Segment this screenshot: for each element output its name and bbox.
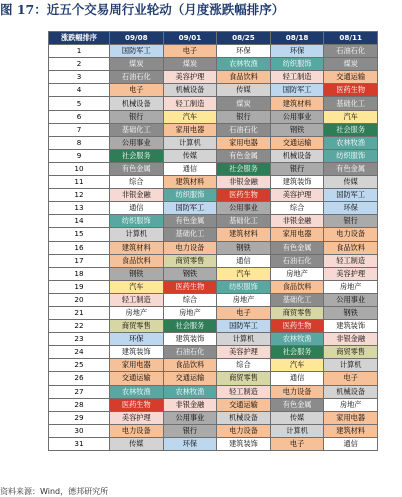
industry-cell: 环保 [217, 45, 271, 58]
industry-cell: 公用事业 [324, 293, 378, 306]
industry-cell: 汽车 [324, 110, 378, 123]
industry-cell: 公用事业 [163, 411, 217, 424]
industry-cell: 机械设备 [217, 411, 271, 424]
industry-cell: 汽车 [110, 280, 164, 293]
industry-cell: 交通运输 [217, 398, 271, 411]
industry-cell: 基础化工 [324, 97, 378, 110]
industry-cell: 国防军工 [324, 189, 378, 202]
industry-cell: 交通运输 [163, 372, 217, 385]
rank-cell: 11 [49, 176, 110, 189]
rank-cell: 27 [49, 385, 110, 398]
industry-cell: 商贸零售 [163, 254, 217, 267]
industry-cell: 非银金融 [217, 176, 271, 189]
rotation-table-container [48, 31, 378, 451]
industry-cell: 汽车 [217, 267, 271, 280]
industry-cell: 汽车 [163, 110, 217, 123]
table-row [49, 162, 378, 175]
table-row [49, 333, 378, 346]
industry-cell: 石油石化 [110, 71, 164, 84]
industry-cell: 通信 [270, 372, 324, 385]
rank-cell: 25 [49, 359, 110, 372]
industry-cell: 基础化工 [217, 215, 271, 228]
industry-cell: 家用电器 [324, 411, 378, 424]
industry-cell: 交通运输 [270, 136, 324, 149]
industry-cell: 计算机 [270, 424, 324, 437]
table-row [49, 84, 378, 97]
industry-cell: 建筑材料 [163, 176, 217, 189]
table-row [49, 228, 378, 241]
rank-cell: 10 [49, 162, 110, 175]
industry-cell: 传媒 [324, 176, 378, 189]
rank-cell: 9 [49, 149, 110, 162]
table-row [49, 254, 378, 267]
rank-cell: 1 [49, 45, 110, 58]
industry-cell: 纺织服饰 [324, 149, 378, 162]
table-row [49, 411, 378, 424]
industry-cell: 美容护理 [217, 346, 271, 359]
industry-cell: 食品饮料 [324, 241, 378, 254]
table-row [49, 346, 378, 359]
industry-cell: 煤炭 [324, 58, 378, 71]
industry-cell: 建筑装饰 [163, 333, 217, 346]
industry-cell: 石油石化 [163, 346, 217, 359]
table-row [49, 136, 378, 149]
table-row [49, 372, 378, 385]
industry-cell: 建筑装饰 [324, 320, 378, 333]
table-row [49, 293, 378, 306]
rank-cell: 12 [49, 189, 110, 202]
industry-cell: 机械设备 [270, 149, 324, 162]
header-week: 08/18 [270, 32, 324, 45]
industry-cell: 环保 [324, 202, 378, 215]
rank-cell: 6 [49, 110, 110, 123]
industry-cell: 轻工制造 [324, 254, 378, 267]
industry-cell: 环保 [163, 437, 217, 450]
industry-cell: 美容护理 [324, 267, 378, 280]
rank-cell: 17 [49, 254, 110, 267]
industry-cell: 电子 [324, 372, 378, 385]
industry-cell: 纺织服饰 [163, 189, 217, 202]
industry-cell: 电力设备 [270, 385, 324, 398]
industry-cell: 社会服务 [324, 123, 378, 136]
table-row [49, 202, 378, 215]
industry-cell: 有色金属 [270, 241, 324, 254]
industry-cell: 钢铁 [324, 306, 378, 319]
industry-cell: 电子 [110, 84, 164, 97]
industry-cell: 房地产 [324, 280, 378, 293]
industry-cell: 商贸零售 [270, 306, 324, 319]
industry-cell: 建筑装饰 [110, 346, 164, 359]
industry-cell: 国防军工 [163, 202, 217, 215]
industry-cell: 商贸零售 [110, 320, 164, 333]
table-row [49, 45, 378, 58]
industry-cell: 计算机 [324, 359, 378, 372]
rank-cell: 8 [49, 136, 110, 149]
rank-cell: 18 [49, 267, 110, 280]
industry-cell: 纺织服饰 [110, 215, 164, 228]
industry-cell: 传媒 [163, 149, 217, 162]
industry-cell: 公用事业 [217, 202, 271, 215]
industry-cell: 银行 [324, 215, 378, 228]
industry-cell: 医药生物 [217, 189, 271, 202]
industry-cell: 基础化工 [270, 293, 324, 306]
industry-cell: 电力设备 [163, 241, 217, 254]
industry-cell: 交通运输 [324, 71, 378, 84]
rank-cell: 31 [49, 437, 110, 450]
rank-cell: 24 [49, 346, 110, 359]
industry-cell: 轻工制造 [110, 293, 164, 306]
industry-cell: 国防军工 [270, 84, 324, 97]
industry-cell: 石油石化 [270, 254, 324, 267]
table-body [49, 45, 378, 451]
figure-title: 图 17：近五个交易周行业轮动（月度涨跌幅排序） [0, 2, 285, 17]
industry-cell: 非银金融 [163, 398, 217, 411]
rank-cell: 13 [49, 202, 110, 215]
industry-cell: 房地产 [217, 293, 271, 306]
industry-cell: 家用电器 [217, 136, 271, 149]
industry-cell: 非银金融 [110, 189, 164, 202]
industry-cell: 电子 [163, 45, 217, 58]
industry-cell: 机械设备 [163, 84, 217, 97]
industry-cell: 建筑材料 [217, 228, 271, 241]
industry-cell: 电力设备 [217, 424, 271, 437]
industry-cell: 钢铁 [217, 241, 271, 254]
industry-rotation-table [48, 31, 378, 451]
industry-cell: 电力设备 [324, 228, 378, 241]
industry-cell: 计算机 [217, 333, 271, 346]
industry-cell: 传媒 [270, 411, 324, 424]
table-row [49, 385, 378, 398]
industry-cell: 公用事业 [110, 136, 164, 149]
industry-cell: 食品饮料 [163, 359, 217, 372]
industry-cell: 国防军工 [110, 45, 164, 58]
industry-cell: 非银金融 [270, 215, 324, 228]
industry-cell: 建筑装饰 [217, 437, 271, 450]
table-row [49, 71, 378, 84]
rank-cell: 28 [49, 398, 110, 411]
source-note: 资料来源：Wind，德邦研究所 [0, 487, 109, 496]
industry-cell: 医药生物 [324, 84, 378, 97]
industry-cell: 机械设备 [110, 97, 164, 110]
industry-cell: 有色金属 [270, 398, 324, 411]
industry-cell: 电子 [217, 306, 271, 319]
table-row [49, 176, 378, 189]
rank-cell: 23 [49, 333, 110, 346]
industry-cell: 基础化工 [110, 123, 164, 136]
industry-cell: 农林牧渔 [217, 58, 271, 71]
industry-cell: 基础化工 [163, 228, 217, 241]
industry-cell: 环保 [110, 333, 164, 346]
rank-cell: 4 [49, 84, 110, 97]
table-row [49, 110, 378, 123]
rank-cell: 30 [49, 424, 110, 437]
industry-cell: 轻工制造 [270, 71, 324, 84]
rank-cell: 5 [49, 97, 110, 110]
industry-cell: 钢铁 [163, 267, 217, 280]
industry-cell: 食品饮料 [217, 71, 271, 84]
table-row [49, 320, 378, 333]
industry-cell: 通信 [217, 254, 271, 267]
industry-cell: 社会服务 [270, 346, 324, 359]
rank-cell: 19 [49, 280, 110, 293]
industry-cell: 银行 [217, 110, 271, 123]
table-row [49, 280, 378, 293]
table-row [49, 306, 378, 319]
industry-cell: 银行 [270, 162, 324, 175]
industry-cell: 石油石化 [324, 45, 378, 58]
industry-cell: 房地产 [324, 398, 378, 411]
rank-cell: 2 [49, 58, 110, 71]
rank-cell: 7 [49, 123, 110, 136]
industry-cell: 钢铁 [110, 267, 164, 280]
industry-cell: 社会服务 [163, 320, 217, 333]
industry-cell: 计算机 [110, 228, 164, 241]
industry-cell: 煤炭 [217, 97, 271, 110]
industry-cell: 有色金属 [110, 162, 164, 175]
rank-cell: 16 [49, 241, 110, 254]
industry-cell: 有色金属 [217, 149, 271, 162]
industry-cell: 社会服务 [110, 149, 164, 162]
industry-cell: 通信 [110, 202, 164, 215]
header-week: 08/25 [217, 32, 271, 45]
industry-cell: 综合 [163, 293, 217, 306]
industry-cell: 建筑材料 [324, 424, 378, 437]
industry-cell: 石油石化 [217, 123, 271, 136]
industry-cell: 农林牧渔 [324, 136, 378, 149]
rank-cell: 26 [49, 372, 110, 385]
industry-cell: 钢铁 [270, 123, 324, 136]
industry-cell: 建筑材料 [270, 97, 324, 110]
industry-cell: 环保 [270, 45, 324, 58]
table-row [49, 189, 378, 202]
industry-cell: 美容护理 [163, 71, 217, 84]
table-row [49, 123, 378, 136]
industry-cell: 家用电器 [110, 359, 164, 372]
industry-cell: 农林牧渔 [270, 333, 324, 346]
industry-cell: 轻工制造 [163, 97, 217, 110]
industry-cell: 建筑材料 [110, 241, 164, 254]
industry-cell: 农林牧渔 [163, 385, 217, 398]
industry-cell: 食品饮料 [110, 254, 164, 267]
rank-cell: 15 [49, 228, 110, 241]
table-row [49, 241, 378, 254]
table-row [49, 398, 378, 411]
rank-cell: 29 [49, 411, 110, 424]
industry-cell: 汽车 [270, 359, 324, 372]
industry-cell: 房地产 [163, 306, 217, 319]
industry-cell: 医药生物 [110, 398, 164, 411]
industry-cell: 机械设备 [324, 385, 378, 398]
industry-cell: 有色金属 [324, 162, 378, 175]
industry-cell: 银行 [163, 424, 217, 437]
industry-cell: 美容护理 [270, 189, 324, 202]
table-row [49, 215, 378, 228]
table-row [49, 97, 378, 110]
industry-cell: 综合 [217, 359, 271, 372]
industry-cell: 轻工制造 [217, 385, 271, 398]
table-row [49, 424, 378, 437]
industry-cell: 银行 [110, 110, 164, 123]
header-week: 09/01 [163, 32, 217, 45]
industry-cell: 通信 [324, 437, 378, 450]
table-row [49, 58, 378, 71]
table-row [49, 437, 378, 450]
industry-cell: 交通运输 [110, 372, 164, 385]
rank-cell: 22 [49, 320, 110, 333]
industry-cell: 农林牧渔 [110, 385, 164, 398]
industry-cell: 综合 [270, 202, 324, 215]
industry-cell: 家用电器 [270, 228, 324, 241]
rank-cell: 3 [49, 71, 110, 84]
industry-cell: 传媒 [217, 84, 271, 97]
industry-cell: 家用电器 [163, 123, 217, 136]
rank-cell: 14 [49, 215, 110, 228]
table-row [49, 359, 378, 372]
industry-cell: 商贸零售 [324, 346, 378, 359]
industry-cell: 医药生物 [270, 320, 324, 333]
industry-cell: 煤炭 [163, 58, 217, 71]
industry-cell: 电力设备 [110, 424, 164, 437]
industry-cell: 国防军工 [217, 320, 271, 333]
industry-cell: 电子 [270, 437, 324, 450]
industry-cell: 纺织服饰 [217, 280, 271, 293]
industry-cell: 综合 [110, 176, 164, 189]
industry-cell: 房地产 [110, 306, 164, 319]
header-week: 09/08 [110, 32, 164, 45]
industry-cell: 社会服务 [217, 162, 271, 175]
industry-cell: 有色金属 [163, 215, 217, 228]
industry-cell: 计算机 [163, 136, 217, 149]
header-rank: 涨跌幅排序 [49, 32, 110, 45]
industry-cell: 非银金融 [324, 333, 378, 346]
rank-cell: 21 [49, 306, 110, 319]
industry-cell: 传媒 [110, 437, 164, 450]
industry-cell: 医药生物 [163, 280, 217, 293]
industry-cell: 公用事业 [270, 110, 324, 123]
table-header-row [49, 32, 378, 45]
table-row [49, 149, 378, 162]
industry-cell: 通信 [163, 162, 217, 175]
industry-cell: 纺织服饰 [270, 58, 324, 71]
table-row [49, 267, 378, 280]
industry-cell: 美容护理 [110, 411, 164, 424]
header-week: 08/11 [324, 32, 378, 45]
industry-cell: 食品饮料 [270, 280, 324, 293]
industry-cell: 房地产 [270, 267, 324, 280]
industry-cell: 建筑装饰 [270, 176, 324, 189]
industry-cell: 煤炭 [110, 58, 164, 71]
industry-cell: 商贸零售 [217, 372, 271, 385]
rank-cell: 20 [49, 293, 110, 306]
